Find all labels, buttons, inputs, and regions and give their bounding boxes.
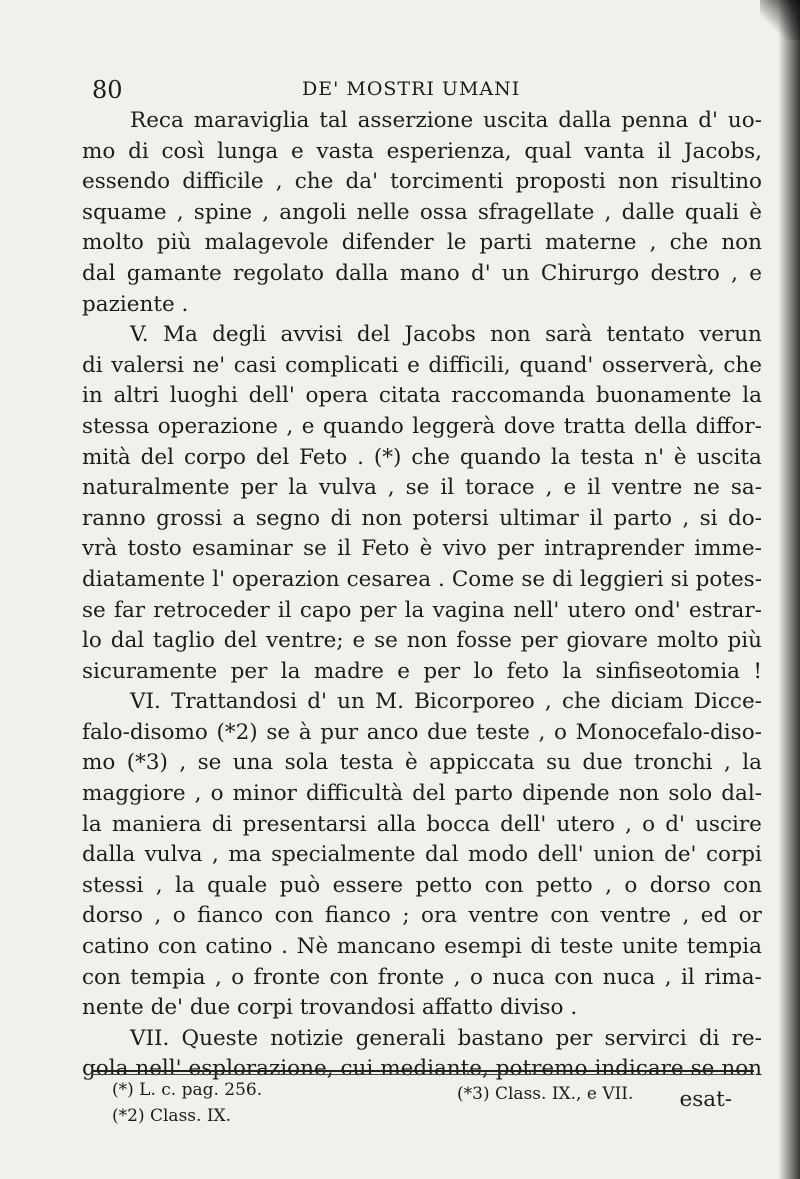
footnote-rule [92,1070,754,1072]
text-line: nente de' due corpi trovandosi affatto diviso . [82,995,578,1021]
text-line: se far retroceder il capo per la vagina nell' utero ond' estrar- [82,597,762,623]
text-line: VII. Queste notizie generali bastano per servirci di re- [130,1025,762,1051]
text-line: paziente . [82,291,189,317]
text-line: diatamente l' operazion cesarea . Come se di leggieri si potes- [82,566,762,592]
text-line: dal gamante regolato dalla mano d' un Chirurgo destro , e [82,260,762,286]
footnote-1: (*) L. c. pag. 256. [112,1080,263,1100]
text-line: molto più malagevole difender le parti materne , che non [82,230,762,256]
text-line: con tempia , o fronte con fronte , o nuca con nuca , il rima- [82,964,762,990]
page-corner-shadow [760,0,800,40]
text-line: maggiore , o minor difficultà del parto dipende non solo dal- [82,781,762,807]
text-line: falo-disomo (*2) se à pur anco due teste , o Monocefalo-diso- [82,719,762,745]
footnote-2: (*2) Class. IX. [112,1106,232,1126]
page-edge-shadow [778,0,800,1179]
text-line: mo di così lunga e vasta esperienza, qual vanta il Jacobs, [82,138,762,164]
text-line: lo dal taglio del ventre; e se non fosse per giovare molto più [82,628,762,654]
text-line: sicuramente per la madre e per lo feto la sinfiseotomia ! [82,658,762,684]
text-line: di valersi ne' casi complicati e difficili, quand' osserverà, che [82,352,762,378]
running-head: DE' MOSTRI UMANI [302,78,521,100]
text-line: esat- [679,1087,732,1112]
text-line: gola nell' esplorazione, cui mediante, potremo indicare se non [82,1056,762,1082]
text-line: la maniera di presentarsi alla bocca dell' utero , o d' uscire [82,811,762,837]
text-line: naturalmente per la vulva , se il torace , e il ventre ne sa- [82,475,762,501]
text-line: V. Ma degli avvisi del Jacobs non sarà tentato verun [130,322,762,348]
text-line: VI. Trattandosi d' un M. Bicorporeo , che diciam Dicce- [130,689,762,715]
text-line: dorso , o fianco con fianco ; ora ventre con ventre , ed or [82,903,762,929]
text-line: dalla vulva , ma specialmente dal modo dell' union de' corpi [82,842,762,868]
text-line: ranno grossi a segno di non potersi ultimar il parto , si do- [82,505,762,531]
text-line: stessa operazione , e quando leggerà dove tratta della diffor- [82,413,762,439]
footnote-rule-thin [92,1074,754,1075]
body-text [82,106,762,1116]
text-line: squame , spine , angoli nelle ossa sfragellate , dalle quali è [82,199,762,225]
text-line: stessi , la quale può essere petto con petto , o dorso con [82,872,762,898]
text-line: catino con catino . Nè mancano esempi di teste unite tempia [82,934,762,960]
text-line: Reca maraviglia tal asserzione uscita dalla penna d' uo- [130,108,762,133]
text-line: mità del corpo del Feto . (*) che quando la testa n' è uscita [82,444,762,470]
footnote-3: (*3) Class. IX., e VII. [457,1084,634,1104]
text-line: vrà tosto esaminar se il Feto è vivo per intraprender imme- [82,536,762,562]
page-header [92,72,752,106]
text-line: mo (*3) , se una sola testa è appiccata su due tronchi , la [82,750,762,776]
page-number: 80 [92,76,123,104]
text-line: essendo difficile , che da' torcimenti proposti non risultino [82,169,762,195]
text-line: in altri luoghi dell' opera citata raccomanda buonamente la [82,383,762,409]
